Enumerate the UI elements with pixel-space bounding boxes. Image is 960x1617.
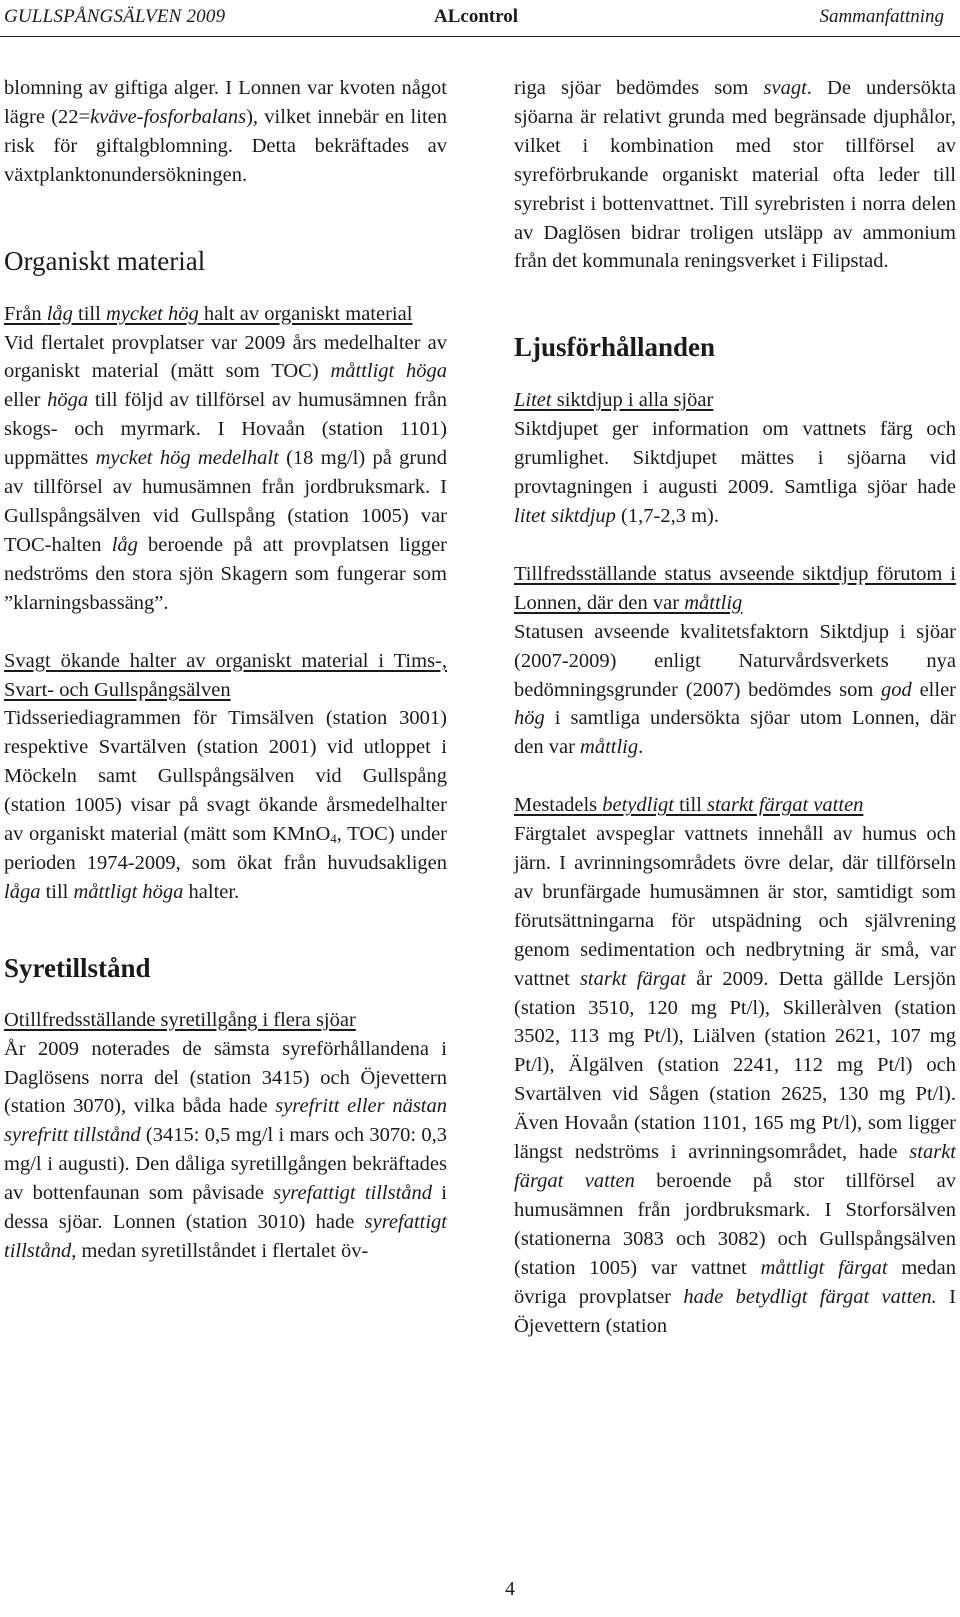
page-header <box>0 0 960 36</box>
header-rule <box>0 36 960 37</box>
paragraph-siktdjup: Siktdjupet ger information om vattnets färg och grumlighet. Siktdjupet mättes i sjöarna vid provtagningen i augusti 2009. Samtliga sjöar hade litet siktdjup (1,7-2,3 m). <box>514 418 956 527</box>
subheading-organiskt-halt: Från låg till mycket hög halt av organiskt material <box>4 302 413 325</box>
paragraph-siktdjup-status: Statusen avseende kvalitetsfaktorn Siktdjup i sjöar (2007-2009) enligt Naturvårdsverkets nya bedömningsgrunder (2007) bedömdes som god eller hög i samtliga undersökta sjöar utom Lonnen, där den var måttlig. <box>514 620 956 759</box>
heading-organiskt-material: Organiskt material <box>4 245 206 276</box>
heading-syretillstand: Syretillstånd <box>4 952 151 983</box>
subheading-fargat-vatten: Mestadels betydligt till starkt färgat vatten <box>514 794 864 817</box>
header-section: Sammanfattning <box>819 6 944 27</box>
subheading-siktdjup-status: Tillfredsställande status avseende siktdjup förutom i Lonnen, där den var måttlig <box>514 562 956 614</box>
header-report-title: GULLSPÅNGSÄLVEN 2009 <box>4 6 226 27</box>
subheading-siktdjup: Litet siktdjup i alla sjöar <box>514 389 714 412</box>
subheading-okande-halter: Svagt ökande halter av organiskt material i Tims-, Svart- och Gullspångsälven <box>4 649 447 701</box>
paragraph-fargtal: Färgtalet avspeglar vattnets innehåll av humus och järn. I avrinningsområdets övre delar, där tillförseln av brunfärgade humusämnen är stor, samtidigt som förutsättningarna för utspädning och självrening genom sedimentation och nedbrytning är små, var vattnet starkt färgat år 2009. Detta gällde Lersjön (station 3510, 120 mg Pt/l), Skilleràlven (station 3502, 113 mg Pt/l), Liälven (station 2621, 107 mg Pt/l), Älgälven (station 2241, 112 mg Pt/l) och Svartälven vid Sågen (station 2625, 130 mg Pt/l). Även Hovaån (station 1101, 165 mg Pt/l), som ligger längst nedströms i avrinningsområdet, hade starkt färgat vatten beroende på stor tillförsel av humusämnen från jordbruksmark. I Storforsälven (stationerna 3083 och 3082) och Gullspångsälven (station 1005) var vattnet måttligt färgat medan övriga provplatser hade betydligt färgat vatten. I Öjevettern (station <box>514 823 957 1337</box>
paragraph-organiskt-halter: Vid flertalet provplatser var 2009 års medelhalter av organiskt material (mätt som TOC) måttligt höga eller höga till följd av tillförsel av humusämnen från skogs- och myrmark. I Hovaån (station 1101) uppmättes mycket hög medelhalt (18 mg/l) på grund av tillförsel av humusämnen från jordbruksmark. I Gullspångsälven vid Gullspång (station 1005) var TOC-halten låg beroende på att provplatsen ligger nedströms den stora sjön Skagern som fungerar som ”klarningsbassäng”. <box>4 331 448 614</box>
paragraph-syreforhallanden: År 2009 noterades de sämsta syreförhållandena i Daglösens norra del (station 3415) och Öjevettern (station 3070), vilka båda hade syrefritt eller nästan syrefritt tillstånd (3415: 0,5 mg/l i mars och 3070: 0,3 mg/l i augusti). Den dåliga syretillgången bekräftades av bottenfaunan som påvisade syrefattigt tillstånd i dessa sjöar. Lonnen (station 3010) hade syrefattigt tillstånd, medan syretillståndet i flertalet öv- <box>4 1037 448 1262</box>
right-column <box>514 74 956 1340</box>
paragraph-tidsserie: Tidsseriediagrammen för Timsälven (station 3001) respektive Svartälven (station 2001) vid utloppet i Möckeln samt Gullspångsälven vid Gullspång (station 1005) visar på svagt ökande årsmedelhalter av organiskt material (mätt som KMnO$_4$, TOC) under perioden 1974-2009, som ökat från huvudsakligen låga till måttligt höga halter. <box>4 707 447 903</box>
heading-ljusforhallanden: Ljusförhållanden <box>514 332 716 363</box>
header-company: ALcontrol <box>434 6 519 27</box>
paragraph-syre-continued: riga sjöar bedömdes som svagt. De undersökta sjöarna är relativt grunda med begränsade djuphålor, vilket i kombination med stor tillförsel av syreförbrukande organiskt material ofta leder till syrebrist i bottenvattnet. Till syrebristen i norra delen av Daglösen bidrar troligen utsläpp av ammonium från det kommunala reningsverket i Filipstad. <box>514 77 956 273</box>
intro-paragraph: blomning av giftiga alger. I Lonnen var kvoten något lägre (22=kväve-fosforbalans), vilket innebär en liten risk för giftalgblomning. Detta bekräftades av växtplanktonundersökningen. <box>4 77 447 186</box>
left-column <box>4 74 447 1266</box>
subheading-syretillgang: Otillfredsställande syretillgång i flera sjöar <box>4 1008 356 1031</box>
page-number: 4 <box>505 1578 515 1600</box>
